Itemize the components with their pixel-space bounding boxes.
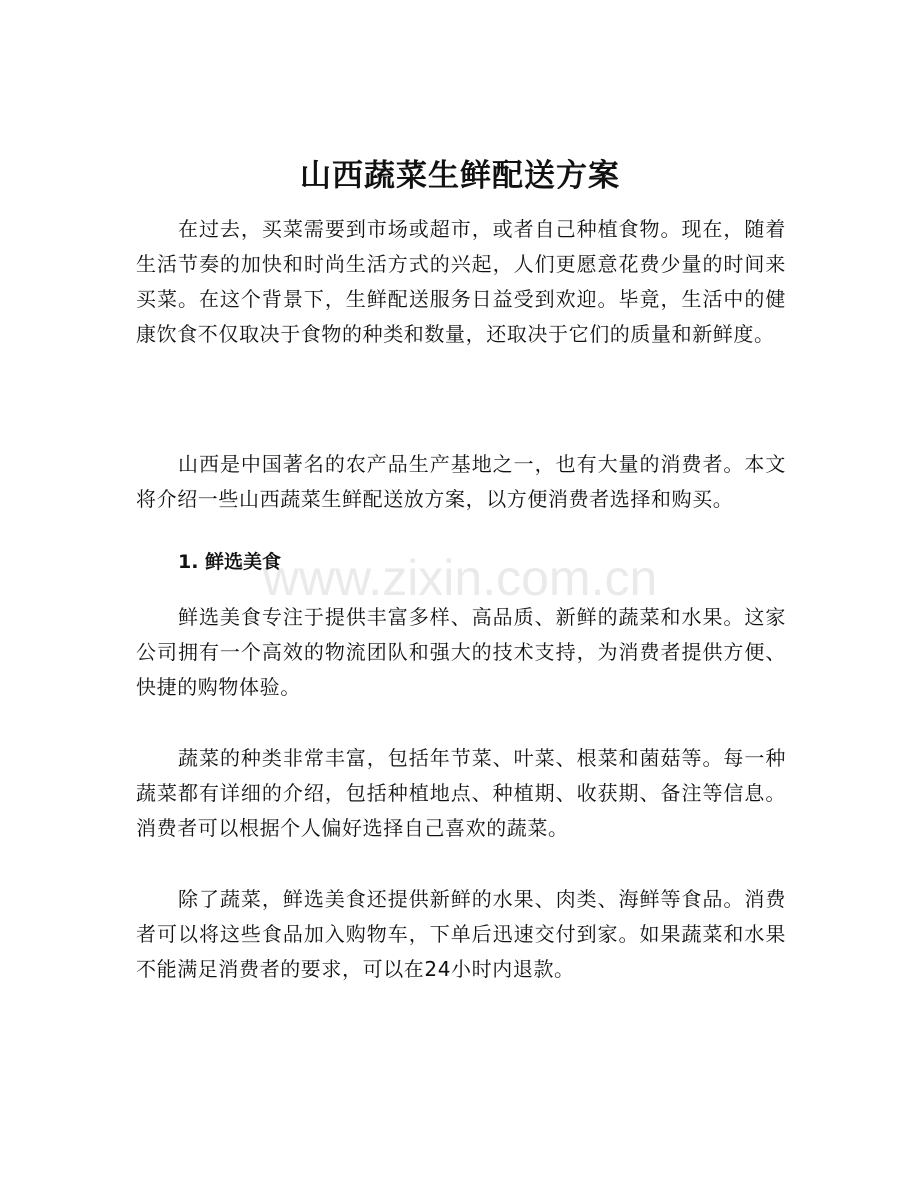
intro-paragraph: 在过去，买菜需要到市场或超市，或者自己种植食物。现在，随着生活节奏的加快和时尚生活方式的兴起，人们更愿意花费少量的时间来买菜。在这个背景下，生鲜配送服务日益受到欢迎。毕竟，生活中的健康饮食不仅取决于食物的种类和数量，还取决于它们的质量和新鲜度。 <box>136 217 786 346</box>
section-heading: 1. 鲜选美食 <box>178 551 282 573</box>
background-paragraph: 山西是中国著名的农产品生产基地之一，也有大量的消费者。本文将介绍一些山西蔬菜生鲜配送放方案，以方便消费者选择和购买。 <box>136 452 786 511</box>
section-paragraph-2: 蔬菜的种类非常丰富，包括年节菜、叶菜、根菜和菌菇等。每一种蔬菜都有详细的介绍，包括种植地点、种植期、收获期、备注等信息。消费者可以根据个人偏好选择自己喜欢的蔬菜。 <box>136 746 786 840</box>
section-paragraph-1: 鲜选美食专注于提供丰富多样、高品质、新鲜的蔬菜和水果。这家公司拥有一个高效的物流团队和强大的技术支持，为消费者提供方便、快捷的购物体验。 <box>136 605 786 699</box>
watermark: www.zixin.com.cn <box>262 550 658 606</box>
document-title: 山西蔬菜生鲜配送方案 <box>300 158 620 194</box>
section-paragraph-3: 除了蔬菜，鲜选美食还提供新鲜的水果、肉类、海鲜等食品。消费者可以将这些食品加入购物车，下单后迅速交付到家。如果蔬菜和水果不能满足消费者的要求，可以在24小时内退款。 <box>136 887 786 981</box>
